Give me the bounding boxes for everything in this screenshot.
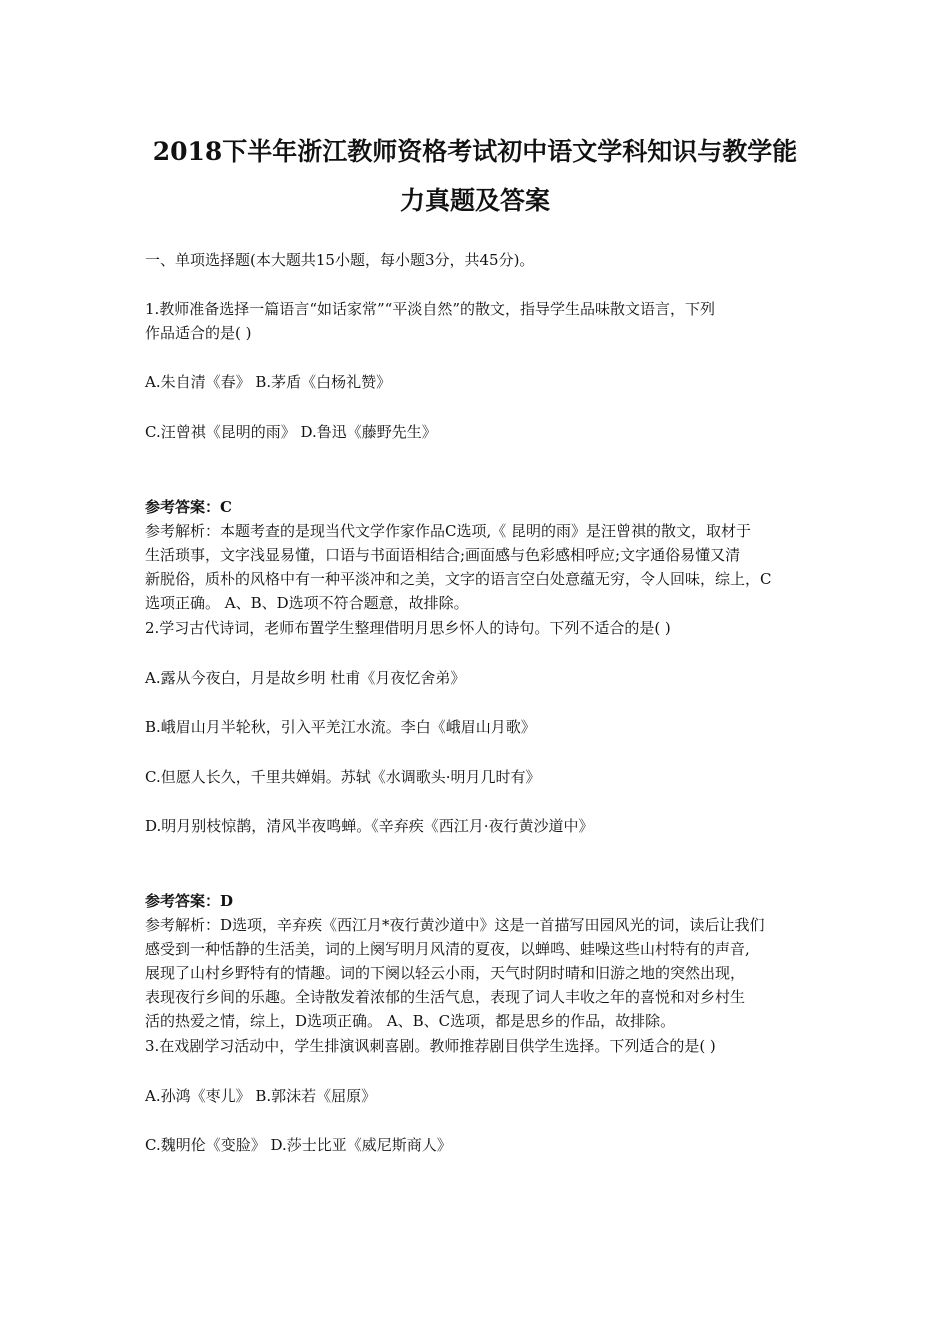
question-2-option-b: B.峨眉山月半轮秋，引入平羌江水流。李白《峨眉山月歌》 <box>145 718 536 736</box>
question-2-analysis-line-3: 展现了山村乡野特有的情趣。词的下阕以轻云小雨，天气时阴时晴和旧游之地的突然出现， <box>145 964 746 982</box>
question-2-analysis-line-5: 活的热爱之情，综上，D选项正确。 A、B、C选项，都是思乡的作品，故排除。 <box>145 1012 676 1030</box>
question-3-options-ab: A.孙鸿《枣儿》 B.郭沫若《屈原》 <box>145 1087 377 1105</box>
section-heading: 一、单项选择题(本大题共15小题，每小题3分，共45分)。 <box>145 251 535 269</box>
question-1-analysis-line-1: 参考解析：本题考查的是现当代文学作家作品C选项,《 昆明的雨》是汪曾祺的散文，取材于 <box>145 522 752 540</box>
question-1-stem-line-1: 1.教师准备选择一篇语言“如话家常”“平淡自然”的散文，指导学生品味散文语言，下列 <box>145 300 715 318</box>
question-3-options-cd: C.魏明伦《变脸》 D.莎士比亚《威尼斯商人》 <box>145 1136 452 1154</box>
question-2-stem: 2.学习古代诗词，老师布置学生整理借明月思乡怀人的诗句。下列不适合的是( ) <box>145 619 671 637</box>
question-2-analysis-line-2: 感受到一种恬静的生活美，词的上阕写明月风清的夏夜，以蝉鸣、蛙噪这些山村特有的声音, <box>145 940 750 958</box>
question-1-answer: 参考答案：C <box>145 498 232 516</box>
question-1-options-cd: C.汪曾祺《昆明的雨》 D.鲁迅《藤野先生》 <box>145 423 437 441</box>
question-2-option-c: C.但愿人长久，千里共婵娟。苏轼《水调歌头·明月几时有》 <box>145 768 541 786</box>
question-1-analysis-line-2: 生活琐事，文字浅显易懂，口语与书面语相结合;画面感与色彩感相呼应;文字通俗易懂又清 <box>145 546 741 564</box>
question-1-analysis-line-4: 选项正确。 A、B、D选项不符合题意，故排除。 <box>145 594 469 612</box>
question-1-options-ab: A.朱自清《春》 B.茅盾《白杨礼赞》 <box>145 373 392 391</box>
question-2-analysis-line-4: 表现夜行乡间的乐趣。全诗散发着浓郁的生活气息，表现了词人丰收之年的喜悦和对乡村生 <box>145 988 746 1006</box>
question-2-option-a: A.露从今夜白，月是故乡明 杜甫《月夜忆舍弟》 <box>145 669 466 687</box>
document-title-line-1: 2018下半年浙江教师资格考试初中语文学科知识与教学能 <box>152 137 798 166</box>
question-2-option-d: D.明月别枝惊鹊，清风半夜鸣蝉。《辛弃疾《西江月·夜行黄沙道中》 <box>145 817 594 835</box>
document-title-line-2: 力真题及答案 <box>399 186 550 215</box>
question-1-analysis-line-3: 新脱俗，质朴的风格中有一种平淡冲和之美，文字的语言空白处意蕴无穷，令人回味，综上，C <box>145 570 772 588</box>
question-2-answer: 参考答案：D <box>145 892 234 910</box>
question-3-stem: 3.在戏剧学习活动中，学生排演讽刺喜剧。教师推荐剧目供学生选择。下列适合的是( ) <box>145 1037 716 1055</box>
question-2-analysis-line-1: 参考解析：D选项，辛弃疾《西江月*夜行黄沙道中》这是一首描写田园风光的词，读后让我们 <box>145 916 765 934</box>
question-1-stem-line-2: 作品适合的是( ) <box>145 324 252 342</box>
